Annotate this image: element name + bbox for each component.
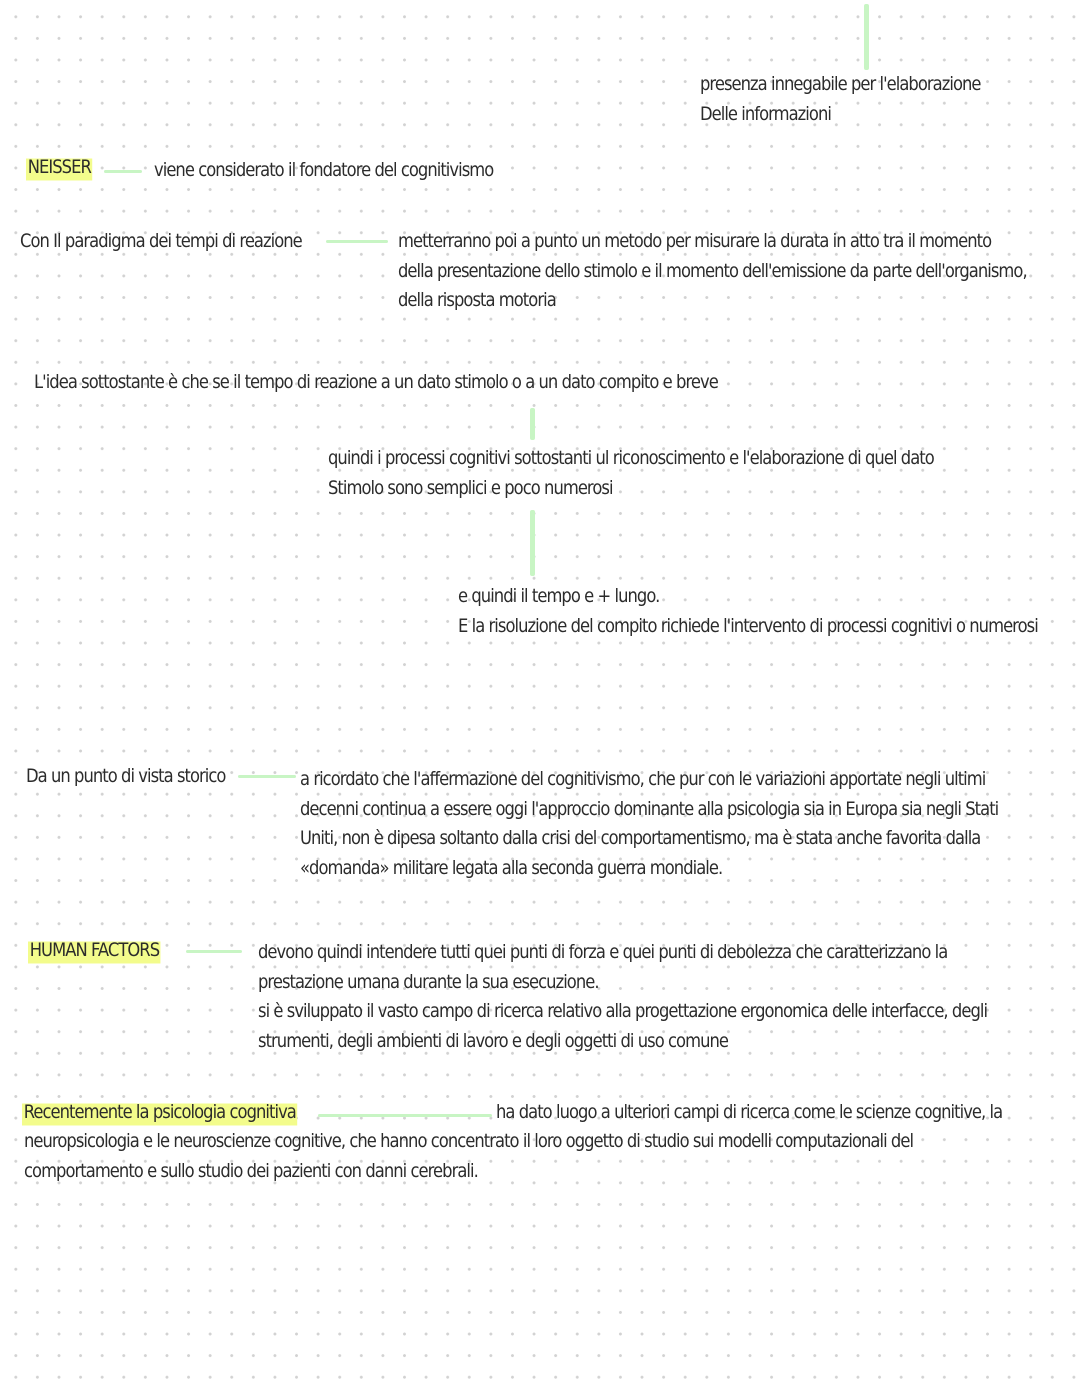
human-factors-line-1: devono quindi intendere tutti quei punti di forza e quei punti di debolezza che caratterizzano la bbox=[258, 941, 948, 963]
paradigm-connector-line bbox=[326, 240, 388, 243]
simple-line-2: Stimolo sono semplici e poco numerosi bbox=[328, 476, 613, 499]
recent-highlight: Recentemente la psicologia cognitiva bbox=[22, 1098, 298, 1128]
neisser-text: viene considerato il fondatore del cognitivismo bbox=[154, 159, 494, 181]
historical-line-1: a ricordato che l'affermazione del cognitivismo, che pur con le variazioni apportate negli ultimi bbox=[300, 768, 986, 790]
longer-time-text bbox=[458, 582, 1038, 641]
recent-keyword bbox=[22, 1098, 298, 1128]
paradigm-text bbox=[398, 227, 1027, 316]
historical-line-2: decenni continua a essere oggi l'approccio dominante alla psicologia sia in Europa sia negli Stati bbox=[300, 797, 999, 820]
idea-connector-line bbox=[530, 408, 535, 440]
neisser-connector-line bbox=[104, 170, 142, 173]
simple-processes-text bbox=[328, 444, 934, 503]
idea-text: L'idea sottostante è che se il tempo di reazione a un dato stimolo o a un dato compito e breve bbox=[34, 371, 718, 393]
human-factors-keyword bbox=[28, 936, 161, 966]
neisser-keyword bbox=[26, 153, 93, 183]
human-factors-text bbox=[258, 938, 987, 1056]
historical-label: Da un punto di vista storico bbox=[26, 765, 226, 787]
human-factors-connector-line bbox=[186, 950, 242, 953]
simple-connector-line bbox=[530, 510, 535, 576]
paradigm-label: Con Il paradigma dei tempi di reazione bbox=[20, 230, 302, 252]
recent-line-3: comportamento e sullo studio dei pazienti con danni cerebrali. bbox=[24, 1159, 478, 1182]
recent-connector-line bbox=[318, 1114, 492, 1117]
human-factors-line-2: prestazione umana durante la sua esecuzione. bbox=[258, 970, 599, 993]
top-note-line-2: Delle informazioni bbox=[700, 102, 831, 125]
recent-first-line: ha dato luogo a ulteriori campi di ricerca come le scienze cognitive, la bbox=[496, 1101, 1003, 1123]
recent-text bbox=[24, 1127, 913, 1186]
longer-line-2: E la risoluzione del compito richiede l'intervento di processi cognitivi o numerosi bbox=[458, 614, 1038, 637]
historical-connector-line bbox=[238, 775, 296, 778]
recent-line-2: neuropsicologia e le neuroscienze cognitive, che hanno concentrato il loro oggetto di studio sui modelli computazionali del bbox=[24, 1130, 914, 1152]
historical-text bbox=[300, 765, 998, 883]
historical-line-3: Uniti, non è dipesa soltanto dalla crisi del comportamentismo, ma è stata anche favorita dalla bbox=[300, 827, 981, 849]
top-note-line-1: presenza innegabile per l'elaborazione bbox=[700, 73, 981, 95]
neisser-highlight: NEISSER bbox=[26, 153, 93, 183]
human-factors-highlight: HUMAN FACTORS bbox=[28, 936, 161, 966]
top-connector-line bbox=[864, 4, 869, 70]
human-factors-line-3: si è sviluppato il vasto campo di ricerca relativo alla progettazione ergonomica delle interfacce, degli bbox=[258, 1000, 988, 1022]
simple-line-1: quindi i processi cognitivi sottostanti ul riconoscimento e l'elaborazione di quel dato bbox=[328, 447, 934, 469]
top-note bbox=[700, 70, 981, 129]
longer-line-1: e quindi il tempo e + lungo. bbox=[458, 585, 660, 607]
paradigm-line-3: della risposta motoria bbox=[398, 289, 556, 311]
historical-line-4: «domanda» militare legata alla seconda guerra mondiale. bbox=[300, 856, 723, 879]
paradigm-line-2: della presentazione dello stimolo e il momento dell'emissione da parte dell'organismo, bbox=[398, 259, 1027, 282]
human-factors-line-4: strumenti, degli ambienti di lavoro e degli oggetti di uso comune bbox=[258, 1029, 729, 1052]
paradigm-line-1: metterranno poi a punto un metodo per misurare la durata in atto tra il momento bbox=[398, 230, 992, 252]
